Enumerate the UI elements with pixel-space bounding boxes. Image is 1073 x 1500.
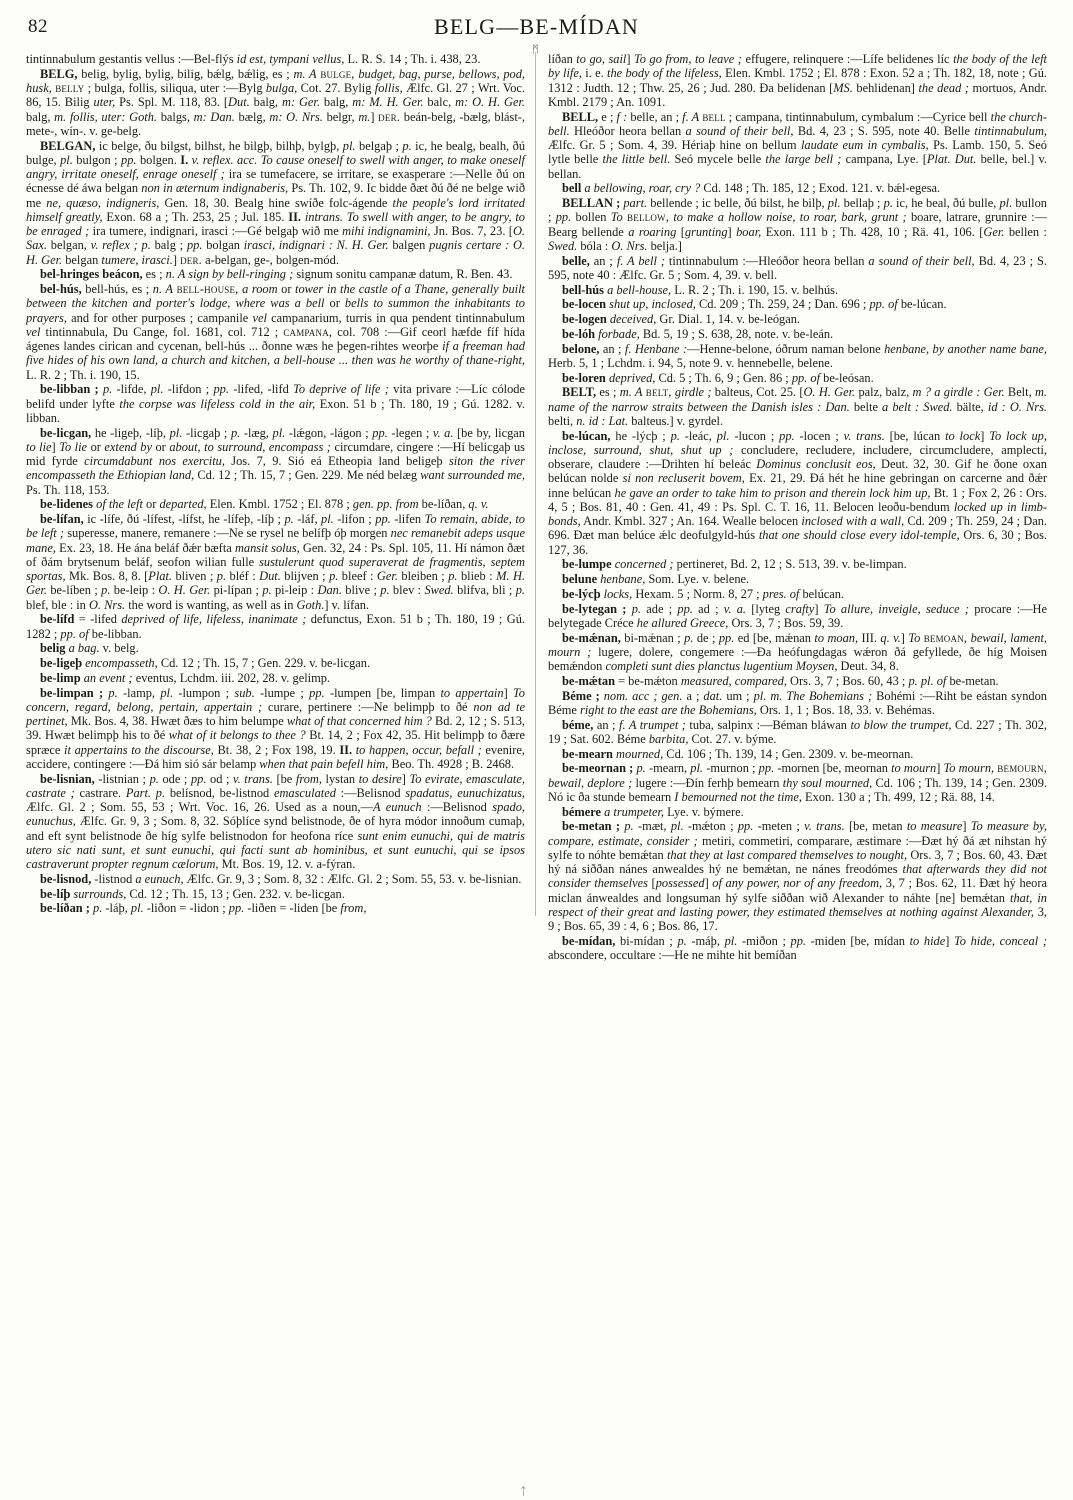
dictionary-entry: líðan to go, sail] To go from, to leave ; effugere, relinquere :—Lífe belidenes líc the body of the left by life, i. e. the body of the lifeless, Elen. Kmbl. 1752 ; El. 878 : Exon. 52 a ; Th. 182, 18, note ; Gú. 1312 : Judth. 12 ; Thw. 25, 26 ; Jud. 280. Ða belidenan [MS. behlidenan] the dead ; mortuos, Andr. Kmbl. 2179 ; An. 1091. (548, 52, 1047, 109)
dictionary-entry: be-limp an event ; eventus, Lchdm. iii. 202, 28. v. gelimp. (40, 670, 331, 685)
dictionary-entry: be-lidenes of the left or departed, Elen. Kmbl. 1752 ; El. 878 ; gen. pp. from be-líðan, q. v. (40, 497, 489, 512)
running-head: BELG—BE-MÍDAN (433, 14, 640, 39)
dictionary-entry: BELLAN ; part. bellende ; ic belle, ðú bilst, he bilþ, pl. bellaþ ; p. ic, he beal, ðú bulle, pl. bullon ; pp. bollen To bellow, to make a hollow noise, to roar, bark, grunt ; boare, latrare, grunnire :—Bearg bellende a roaring [grunting] boar, Exon. 111 b ; Th. 428, 10 ; Rä. 41, 106. [Ger. bellen : Swed. bóla : O. Nrs. belja.] (548, 196, 1048, 253)
bottom-gutter-mark: ᛏ (520, 1486, 527, 1498)
dictionary-entry: be-lisnian, -listnian ; p. ode ; pp. od ; v. trans. [be from, lystan to desire] To evirate, emasculate, castrate ; castrare. Part. p. belísnod, be-listnod emasculated :—Belisnod spadatus, eunuchizatus, Ælfc. Gl. 2 ; Som. 55, 53 ; Wrt. Voc. 16, 26. Used as a noun,—A eunuch :—Belisnod spado, eunuchus, Ælfc. Gr. 9, 3 ; Som. 8, 32. Sóþlíce synd belistnode, ðe of hyra módor innoðum cumaþ, and eft synt belistnode ðe híg sylfe belistnodon for heofona ríce sunt enim eunuchi, qui de matris utero sic nati sunt, et sunt eunuchi, qui facti sunt ab hominibus, et sunt eunuchi, qui se ipsos castraverunt propter regnum cælorum, Mt. Bos. 19, 12. v. a-fýran. (26, 771, 526, 871)
dictionary-entry: be-licgan, he -ligeþ, -líþ, pl. -licgaþ ; p. -læg, pl. -lǽgon, -lágon ; pp. -legen ; v. a. [be by, licgan to lie] To lie or extend by or about, to surround, encompass ; circumdare, cingere :—Hí belicgaþ us mid fyrde circumdabunt nos exercitu, Jos. 7, 9. Sió eá Etheopia land beligeþ siton the river encompasseth the Ethiopian land, Cd. 12 ; Th. 15, 7 ; Gen. 229. Me néd belæg want surrounded me, Ps. Th. 118, 153. (26, 425, 526, 497)
dictionary-entry: bel-hús, bell-hús, es ; n. A bell-house, a room or tower in the castle of a Thane, generally built between the kitchen and porter's lodge, where was a bell or bells to summon the inhabitants to prayers, and for other purposes ; campanile vel campanarium, turris in qua pendent tintinnabulum vel tintinnabula, Du Cange, fol. 1681, col. 712 ; campana, col. 708 :—Gif ceorl hæfde fíf hída ágenes landes cirican and cycenan, bell-hús ... ðonne wæs he þegen-rihtes weorþe if a freeman had five hides of his own land, a church and kitchen, a bell-house ... then was he worthy of thane-right, L. R. 2 ; Th. i. 190, 15. (26, 282, 525, 382)
dictionary-entry: belone, an ; f. Henbane :—Henne-belone, óðrum naman belone henbane, by another name bane, Herb. 5, 1 ; Lchdm. i. 94, 5, note 9. v. hennebelle, belene. (548, 341, 1047, 370)
dictionary-entry: be-lumpe concerned ; pertineret, Bd. 2, 12 ; S. 513, 39. v. be-limpan. (562, 557, 907, 572)
dictionary-entry: be-mǽnan, bi-mǽnan ; p. de ; pp. ed [be, mǽnan to moan, III. q. v.] To bemoan, bewail, lament, mourn ; lugere, dolere, congemere :—Ða heófungdagas wǽron ðá gefyllede, ðe híg Moisen bemǽndon completi sunt dies planctus lugentium Moysen, Deut. 34, 8. (548, 630, 1047, 673)
right-column (536, 52, 1047, 963)
left-column (26, 52, 536, 916)
dictionary-entry: be-loren deprived, Cd. 5 ; Th. 6, 9 ; Gen. 86 ; pp. of be-leósan. (562, 370, 874, 385)
dictionary-entry: be-meornan ; p. -mearn, pl. -murnon ; pp. -mornen [be, meornan to mourn] To mourn, bemourn, bewail, deplore ; lugere :—Ðín ferhþ bemearn thy soul mourned, Cd. 106 ; Th. 139, 14 ; Gen. 2309. Nó ic ða stunde bemearn I bemourned not the time, Exon. 130 a ; Th. 499, 12 ; Rä. 88, 14. (548, 761, 1047, 804)
dictionary-entry: BELG, belig, bylig, bylig, bilig, bǽlg, bǽlig, es ; m. A bulge, budget, bag, purse, bellows, pod, husk, belly ; bulga, follis, siliqua, uter :—Bylg bulga, Cot. 27. Bylig follis, Ælfc. Gl. 27 ; Wrt. Voc. 86, 15. Bilig uter, Ps. Spl. M. 118, 83. [Dut. balg, m: Ger. balg, m: M. H. Ger. balc, m: O. H. Ger. balg, m. follis, uter: Goth. balgs, m: Dan. bælg, m: O. Nrs. belgr, m.] der. beán-belg, -bælg, blást-, mete-, wín-. v. ge-belg. (26, 66, 526, 138)
dictionary-entry: be-limpan ; p. -lamp, pl. -lumpon ; sub. -lumpe ; pp. -lumpen [be, limpan to appertain] To concern, regard, belong, pertain, appertain ; curare, pertinere :—Ne belimpþ to ðé non ad te pertinet, Mk. Bos. 4, 38. Hwæt ðæs to him belumpe what of that concerned him ? Bd. 2, 12 ; S. 513, 39. Hwæt belimpþ his to ðé what of it belongs to thee ? Bt. 14, 2 ; Fox 42, 35. Hit belimpþ to ðære spræce it appertains to the discourse, Bt. 38, 2 ; Fox 198, 19. II. to happen, occur, befall ; evenire, accidere, contingere :—Ðá him sió sár belamp when that pain befell him, Beo. Th. 4928 ; B. 2468. (26, 685, 526, 771)
dictionary-entry: BELGAN, ic belge, ðu bilgst, bilhst, he bilgþ, bilhþ, bylgþ, pl. belgaþ ; p. ic, he bealg, bealh, ðú bulge, pl. bulgon ; pp. bolgen. I. v. reflex. acc. To cause oneself to swell with anger, to make oneself angry, irritate oneself, enrage oneself ; ira se tumefacere, se irritare, se exasperare :—Nelle ðú on écnesse dé áwa belgan non in æternum indignaberis, Ps. Th. 102, 9. Ic bidde ðæt ðú ðé ne belge wið me ne, quæso, indigneris, Gen. 18, 30. Bealg hine swíðe folc-ágende the people's lord irritated himself greatly, Exon. 68 a ; Th. 253, 25 ; Jul. 185. II. intrans. To swell with anger, to be angry, to be enraged ; ira tumere, indignari, irasci :—Gé belgaþ wið me mihi indignamini, Jn. Bos. 7, 23. [O. Sax. belgan, v. reflex ; p. balg ; pp. bolgan irasci, indignari : N. H. Ger. balgen pugnis certare : O. H. Ger. belgan tumere, irasci.] der. a-belgan, ge-, bolgen-mód. (26, 138, 526, 267)
dictionary-entry: bell-hús a bell-house, L. R. 2 ; Th. i. 190, 15. v. belhús. (562, 282, 839, 297)
dictionary-entry: BELT, es ; m. A belt, girdle ; balteus, Cot. 25. [O. H. Ger. palz, balz, m ? a girdle : Ger. Belt, m. name of the narrow straits between the Danish isles : Dan. belte a belt : Swed. bälte, id : O. Nrs. belti, n. id : Lat. balteus.] v. gyrdel. (548, 385, 1048, 428)
dictionary-entry: tintinnabulum gestantis vellus :—Bel-flýs id est, tympani vellus, L. R. S. 14 ; Th. i. 438, 23. (26, 52, 481, 66)
dictionary-entry: bémere a trumpeter, Lye. v. býmere. (562, 804, 744, 819)
dictionary-entry: be-locen shut up, inclosed, Cd. 209 ; Th. 259, 24 ; Dan. 696 ; pp. of be-lúcan. (562, 297, 947, 312)
dictionary-entry: belle, an ; f. A bell ; tintinnabulum :—Hleóðor heora bellan a sound of their bell, Bd. 4, 23 ; S. 595, note 40 : Ælfc. Gr. 5 ; Som. 4, 39. v. bell. (548, 253, 1047, 282)
dictionary-entry: be-lúcan, he -lýcþ ; p. -leác, pl. -lucon ; pp. -locen ; v. trans. [be, lúcan to lock] To lock up, inclose, surround, shut, shut up ; concludere, recludere, includere, circumcludere, amplecti, obserare, claudere :—Drihten hí beleác Dominus conclusit eos, Deut. 32, 30. Gif he ðone oxan belúcan nolde si non recluserit bovem, Ex. 21, 29. Ðá hét he hine gebringan on carcerne and ðǽr inne belúcan he gave an order to take him to prison and therein lock him up, Bt. 1 ; Fox 2, 26 : Ors. 4, 5 ; Bos. 81, 40 : Gen. 41, 49 : Ps. Spl. C. T. 16, 11. Belocen leoðu-bendum locked up in limb-bonds, Andr. Kmbl. 327 ; An. 164. Wealle belocen inclosed with a wall, Cd. 209 ; Th. 259, 24 ; Dan. 696. Ðæt man belúce ǽlc deofulgyld-hús that one should close every idol-temple, Ors. 6, 30 ; Bos. 127, 36. (548, 428, 1047, 557)
dictionary-entry: be-lífd = -lifed deprived of life, lifeless, inanimate ; defunctus, Exon. 51 b ; Th. 180, 19 ; Gú. 1282 ; pp. of be-libban. (26, 612, 525, 641)
dictionary-entry: belig a bag. v. belg. (40, 641, 139, 656)
dictionary-entry: be-libban ; p. -lifde, pl. -lifdon ; pp. -lifed, -lifd To deprive of life ; vita privare :—Líc cólode belifd under lyfte the corpse was lifeless cold in the air, Exon. 51 b ; Th. 180, 19 ; Gú. 1282. v. libban. (26, 382, 525, 425)
dictionary-entry: be-lisnod, -listnod a eunuch, Ælfc. Gr. 9, 3 ; Som. 8, 32 : Ælfc. Gl. 2 ; Som. 55, 53. v. be-lisnian. (40, 871, 522, 886)
folio-number: 82 (28, 16, 48, 37)
dictionary-entry: be-líþ surrounds, Cd. 12 ; Th. 15, 13 ; Gen. 232. v. be-licgan. (40, 886, 345, 901)
dictionary-entry: belune henbane, Som. Lye. v. belene. (562, 572, 750, 586)
page-header (26, 14, 1047, 48)
dictionary-entry: be-logen deceived, Gr. Dial. 1, 14. v. be-leógan. (562, 312, 801, 326)
dictionary-entry: be-mearn mourned, Cd. 106 ; Th. 139, 14 ; Gen. 2309. v. be-meornan. (562, 746, 914, 761)
dictionary-entry: bel-hringes beácon, es ; n. A sign by bell-ringing ; signum sonitu campanæ datum, R. Ben. 43. (40, 267, 513, 282)
dictionary-entry: be-mǽtan = be-mǽton measured, compared, Ors. 3, 7 ; Bos. 60, 43 ; p. pl. of be-metan. (562, 673, 999, 688)
dictionary-entry: Béme ; nom. acc ; gen. a ; dat. um ; pl. m. The Bohemians ; Bohémi :—Riht be eástan syndon Béme right to the east are the Bohemians, Ors. 1, 1 ; Bos. 18, 33. v. Behémas. (548, 688, 1047, 717)
dictionary-entry: be-lífan, ic -lífe, ðú -lífest, -lífst, he -lífeþ, -líþ ; p. -láf, pl. -lifon ; pp. -lifen To remain, abide, to be left ; superesse, manere, remanere :—Ne se rysel ne belífþ óþ morgen nec remanebit adeps usque mane, Ex. 23, 18. He ána beláf ðǽr bæfta mansit solus, Gen. 32, 24 : Ps. Spl. 105, 11. Hí námon ðæt of ðám brytsenum beláf, seofon wilian fulle sustulerunt quod superaverat de fragmentis, septem sportas, Mk. Bos. 8, 8. [Plat. bliven ; p. bléf : Dut. blijven ; p. bleef : Ger. bleiben ; p. blieb : M. H. Ger. be-líben ; p. be-leip : O. H. Ger. pi-lípan ; p. pi-leip : Dan. blive ; p. blev : Swed. blifva, bli ; p. blef, ble : in O. Nrs. the word is wanting, as well as in Goth.] v. lífan. (26, 512, 526, 612)
dictionary-entry: be-mídan, bi-mídan ; p. -máþ, pl. -miðon ; pp. -miden [be, mídan to hide] To hide, conceal ; abscondere, occultare :—He ne mihte hit bemíðan (548, 933, 1047, 962)
dictionary-entry: be-lýcþ locks, Hexam. 5 ; Norm. 8, 27 ; pres. of belúcan. (562, 586, 845, 601)
text-columns (26, 52, 1047, 1484)
dictionary-entry: BELL, e ; f : belle, an ; f. A bell ; campana, tintinnabulum, cymbalum :—Cyrice bell the church-bell. Hleóðor heora bellan a sound of their bell, Bd. 4, 23 ; S. 595, note 40. Belle tintinnabulum, Ælfc. Gr. 5 ; Som. 4, 39. Hériaþ hine on bellum laudate eum in cymbalis, Ps. Lamb. 150, 5. Seó lytle belle the little bell. Seó mycele belle the large bell ; campana, Lye. [Plat. Dut. belle, bel.] v. bellan. (548, 109, 1047, 181)
dictionary-entry: be-líðan ; p. -láþ, pl. -liðon = -lidon ; pp. -liðen = -liden [be from, (40, 901, 367, 916)
dictionary-entry: bell a bellowing, roar, cry ? Cd. 148 ; Th. 185, 12 ; Exod. 121. v. bǽl-egesa. (562, 181, 941, 196)
top-gutter-mark: ᛗ (532, 44, 539, 56)
dictionary-entry: be-ligeþ encompasseth, Cd. 12 ; Th. 15, 7 ; Gen. 229. v. be-licgan. (40, 656, 371, 670)
dictionary-entry: be-lóh forbade, Bd. 5, 19 ; S. 638, 28, note. v. be-leán. (562, 326, 834, 341)
dictionary-entry: be-metan ; p. -mæt, pl. -mǽton ; pp. -meten ; v. trans. [be, metan to measure] To measure by, compare, estimate, consider ; metiri, commetiri, comparare, æstimare :—Ðæt hý ðá æt nihstan hý sylfe to nóhte bemǽtan that they at last compared themselves to nought, Ors. 3, 7 ; Bos. 60, 43. Ðæt hý ná siððan nánes anwealdes hý ne bemǽtan, ne nánes freodómes that afterwards they did not consider themselves [possessed] of any power, nor of any freedom, 3, 7 ; Bos. 62, 11. Ðæt hý heora miclan ánwealdes and longsuman hý sylfe siððan wið Alexander to náhte [ne] bemǽtan that, in respect of their great and lasting power, they estimated themselves at nothing against Alexander, 3, 9 ; Bos. 65, 39 : 4, 6 ; Bos. 86, 17. (548, 819, 1048, 933)
dictionary-entry: be-lytegan ; p. ade ; pp. ad ; v. a. [lyteg crafty] To allure, inveigle, seduce ; procare :—He belytegade Créce he allured Greece, Ors. 3, 7 ; Bos. 59, 39. (548, 601, 1047, 630)
dictionary-entry: béme, an ; f. A trumpet ; tuba, salpinx :—Béman bláwan to blow the trumpet, Cd. 227 ; Th. 302, 19 ; Sat. 602. Béme barbita, Cot. 27. v. býme. (548, 717, 1048, 746)
